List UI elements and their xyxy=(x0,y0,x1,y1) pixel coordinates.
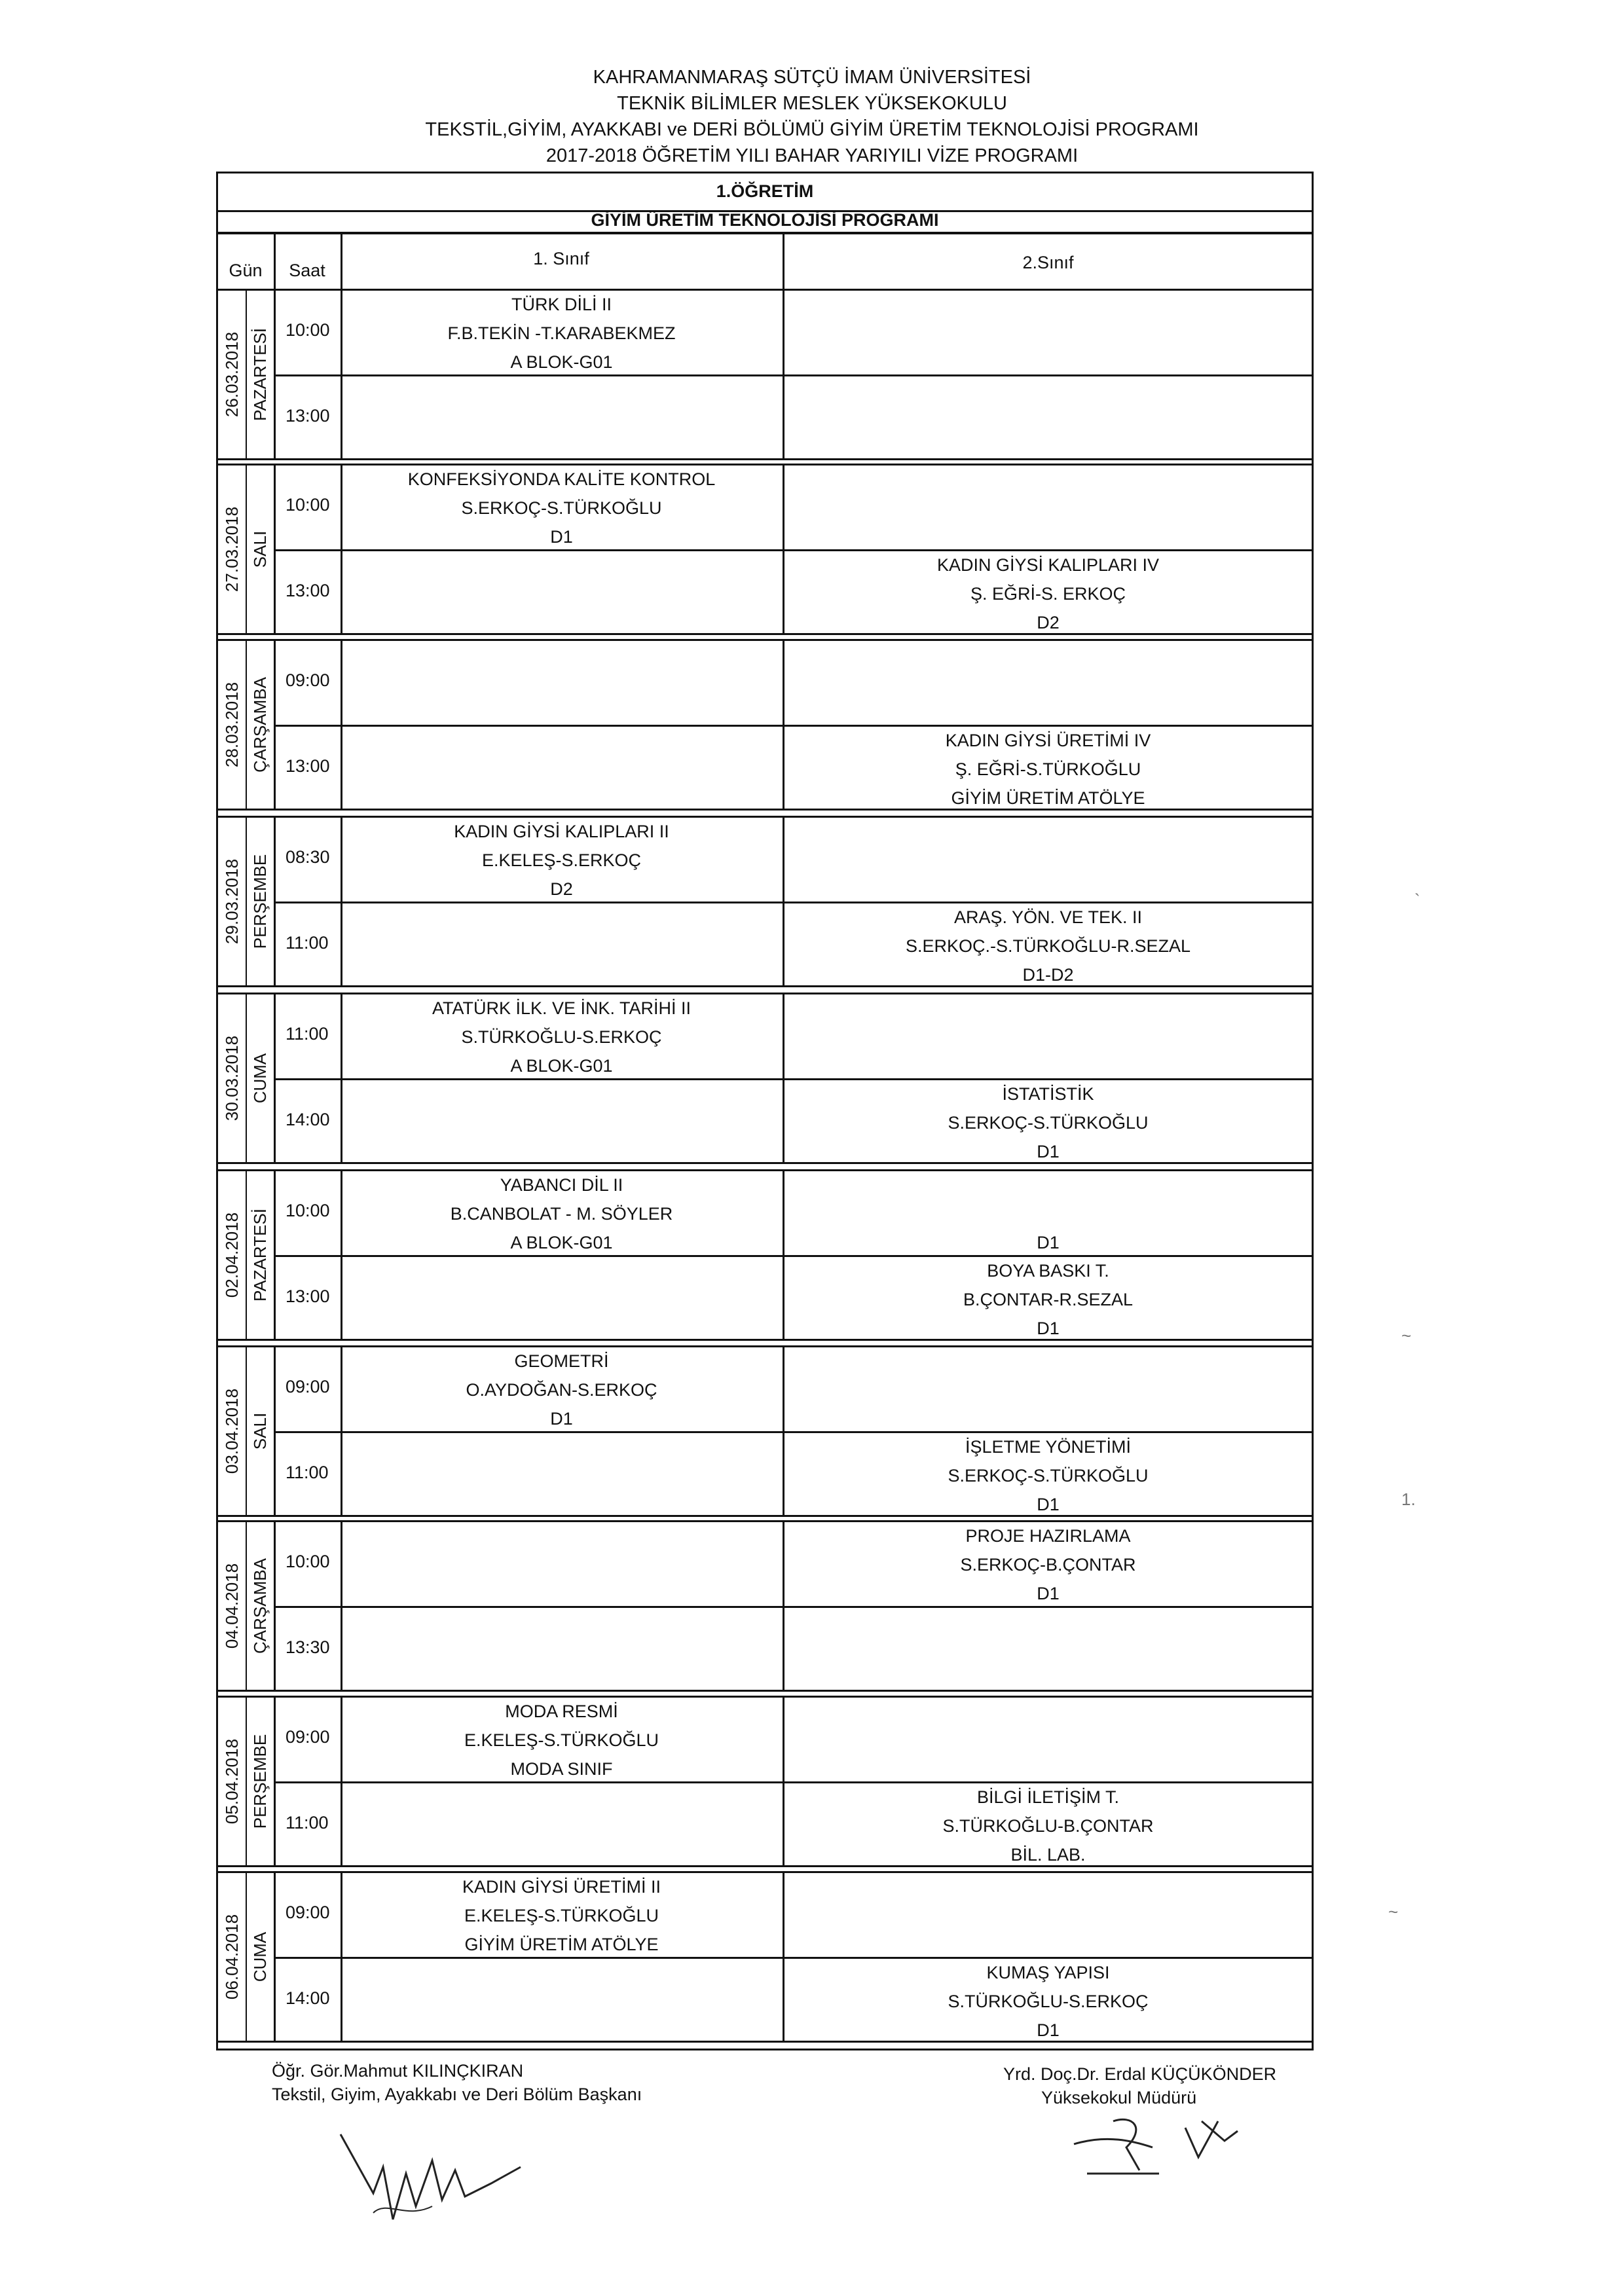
scan-mark: ` xyxy=(1414,890,1420,910)
slot-time: 14:00 xyxy=(286,1988,330,2008)
exam-room: D1 xyxy=(1037,1319,1060,1338)
course-name: İŞLETME YÖNETİMİ xyxy=(965,1437,1132,1457)
course-name: KADIN GİYSİ KALIPLARI IV xyxy=(936,555,1160,575)
slot-time: 11:00 xyxy=(286,1024,329,1044)
exam-day: PAZARTESİ xyxy=(250,327,270,422)
instructors: S.ERKOÇ-S.TÜRKOĞLU xyxy=(948,1113,1149,1133)
slot-time: 10:00 xyxy=(286,495,330,515)
slot-time: 13:00 xyxy=(286,756,330,776)
instructors: E.KELEŞ-S.TÜRKOĞLU xyxy=(464,1730,659,1750)
instructors: S.ERKOÇ-B.ÇONTAR xyxy=(960,1555,1136,1575)
course-name: BİLGİ İLETİŞİM T. xyxy=(976,1787,1120,1807)
exam-date: 06.04.2018 xyxy=(222,1914,242,2000)
exam-day: SALI xyxy=(250,530,270,568)
signatory-left-title: Tekstil, Giyim, Ayakkabı ve Deri Bölüm Başkanı xyxy=(272,2085,642,2104)
exam-day: PAZARTESİ xyxy=(250,1208,270,1302)
exam-room: D1 xyxy=(1037,1584,1060,1603)
slot-time: 09:00 xyxy=(286,1903,330,1922)
course-name: KADIN GİYSİ KALIPLARI II xyxy=(454,822,669,841)
signatory-right-name: Yrd. Doç.Dr. Erdal KÜÇÜKÖNDER xyxy=(1003,2064,1277,2084)
slot-time: 13:30 xyxy=(286,1637,330,1657)
course-name: PROJE HAZIRLAMA xyxy=(965,1526,1131,1546)
instructors: Ş. EĞRİ-S. ERKOÇ xyxy=(970,584,1126,604)
class-2-exam xyxy=(783,726,1314,812)
exam-room: D1 xyxy=(1037,1233,1060,1252)
slot-time: 13:00 xyxy=(286,581,330,600)
exam-day: SALI xyxy=(250,1412,270,1450)
exam-room: D2 xyxy=(1037,613,1060,632)
instructors: S.ERKOÇ-S.TÜRKOĞLU xyxy=(461,498,662,518)
class-2-exam xyxy=(783,1171,1314,1257)
class-1-exam xyxy=(341,465,783,551)
course-name: YABANCI DİL II xyxy=(500,1175,623,1195)
exam-room: GİYİM ÜRETİM ATÖLYE xyxy=(951,788,1145,808)
header-department: TEKSTİL,GİYİM, AYAKKABI ve DERİ BÖLÜMÜ GİYİM ÜRETİM TEKNOLOJİSİ PROGRAMI xyxy=(425,119,1199,140)
class-2-exam xyxy=(783,1256,1314,1343)
slot-time: 13:00 xyxy=(286,1286,330,1306)
course-name: BOYA BASKI T. xyxy=(987,1261,1109,1281)
exam-room: D2 xyxy=(550,879,573,899)
exam-day: CUMA xyxy=(250,1053,270,1104)
class-1-exam xyxy=(341,1697,783,1783)
slot-time: 09:00 xyxy=(286,1727,330,1747)
column-header-class-2: 2.Sınıf xyxy=(1022,253,1074,272)
instructors: S.ERKOÇ-S.TÜRKOĞLU xyxy=(948,1466,1149,1485)
scan-mark: ~ xyxy=(1388,1902,1399,1922)
exam-room: A BLOK-G01 xyxy=(510,1233,613,1252)
instructors: F.B.TEKİN -T.KARABEKMEZ xyxy=(447,323,676,343)
exam-day: ÇARŞAMBA xyxy=(250,677,270,773)
class-1-exam xyxy=(341,290,783,376)
class-2-exam xyxy=(783,1958,1314,2045)
exam-day: ÇARŞAMBA xyxy=(250,1558,270,1654)
exam-date: 05.04.2018 xyxy=(222,1738,242,1825)
signature-right xyxy=(1067,2095,1264,2180)
column-header-time: Saat xyxy=(289,261,325,280)
exam-date: 04.04.2018 xyxy=(222,1563,242,1649)
class-2-exam xyxy=(783,1783,1314,1869)
column-header-class-1: 1. Sınıf xyxy=(533,249,589,268)
date-day-divider xyxy=(246,1520,247,1692)
instructors: Ş. EĞRİ-S.TÜRKOĞLU xyxy=(955,759,1141,779)
exam-day: CUMA xyxy=(250,1931,270,1982)
course-name: MODA RESMİ xyxy=(505,1702,618,1721)
instructors: B.CANBOLAT - M. SÖYLER xyxy=(450,1204,673,1224)
instructors xyxy=(783,1199,1314,1228)
instructors: S.ERKOÇ.-S.TÜRKOĞLU-R.SEZAL xyxy=(905,936,1191,956)
scan-mark: 1. xyxy=(1401,1489,1416,1509)
date-day-divider xyxy=(246,464,247,635)
instructors: O.AYDOĞAN-S.ERKOÇ xyxy=(466,1380,657,1400)
exam-date: 02.04.2018 xyxy=(222,1212,242,1298)
scan-mark: ~ xyxy=(1401,1326,1412,1345)
slot-time: 10:00 xyxy=(286,1552,330,1571)
exam-date: 29.03.2018 xyxy=(222,858,242,945)
class-1-exam xyxy=(341,1171,783,1257)
slot-time: 09:00 xyxy=(286,670,330,690)
signatory-right-title: Yüksekokul Müdürü xyxy=(1041,2088,1197,2107)
exam-room: D1 xyxy=(1037,2020,1060,2040)
class-1-exam xyxy=(341,1872,783,1959)
signatory-left-name: Öğr. Gör.Mahmut KILINÇKIRAN xyxy=(272,2061,524,2081)
slot-time: 10:00 xyxy=(286,320,330,340)
date-day-divider xyxy=(246,1696,247,1867)
instructors: E.KELEŞ-S.ERKOÇ xyxy=(481,850,642,870)
course-name xyxy=(783,1171,1314,1199)
instructors: S.TÜRKOĞLU-B.ÇONTAR xyxy=(942,1816,1154,1836)
exam-date: 27.03.2018 xyxy=(222,506,242,592)
class-1-exam xyxy=(341,994,783,1080)
class-2-exam xyxy=(783,551,1314,637)
instructors: E.KELEŞ-S.TÜRKOĞLU xyxy=(464,1906,659,1925)
class-2-exam xyxy=(783,1522,1314,1608)
course-name: ARAŞ. YÖN. VE TEK. II xyxy=(953,907,1143,927)
exam-room: D1-D2 xyxy=(1022,965,1074,985)
course-name: ATATÜRK İLK. VE İNK. TARİHİ II xyxy=(432,998,692,1018)
course-name: KONFEKSİYONDA KALİTE KONTROL xyxy=(407,469,716,489)
slot-time: 14:00 xyxy=(286,1110,330,1129)
exam-day: PERŞEMBE xyxy=(250,854,270,949)
course-name: İSTATİSTİK xyxy=(1002,1084,1094,1104)
slot-time: 10:00 xyxy=(286,1201,330,1220)
slot-time: 08:30 xyxy=(286,847,330,867)
exam-room: D1 xyxy=(550,1409,573,1429)
slot-time: 11:00 xyxy=(286,1463,329,1482)
band-education-type: 1.ÖĞRETİM xyxy=(216,172,1314,212)
exam-date: 28.03.2018 xyxy=(222,682,242,768)
exam-room: GİYİM ÜRETİM ATÖLYE xyxy=(464,1935,659,1954)
class-2-exam xyxy=(783,903,1314,989)
exam-day: PERŞEMBE xyxy=(250,1734,270,1829)
class-1-exam xyxy=(341,817,783,903)
instructors: S.TÜRKOĞLU-S.ERKOÇ xyxy=(461,1027,662,1047)
date-day-divider xyxy=(246,1871,247,2043)
exam-room: D1 xyxy=(1037,1495,1060,1514)
date-day-divider xyxy=(246,993,247,1164)
instructors: B.ÇONTAR-R.SEZAL xyxy=(963,1290,1134,1309)
header-exam-program: 2017-2018 ÖĞRETİM YILI BAHAR YARIYILI VİZE PROGRAMI xyxy=(545,145,1079,166)
column-header-day: Gün xyxy=(229,261,263,280)
slot-time: 13:00 xyxy=(286,406,330,426)
date-day-divider xyxy=(246,639,247,811)
course-name: TÜRK DİLİ II xyxy=(511,295,612,314)
slot-time: 11:00 xyxy=(286,1813,329,1832)
course-name: KADIN GİYSİ ÜRETİMİ II xyxy=(462,1877,661,1897)
band-program-name: GİYİM ÜRETİM TEKNOLOJİSİ PROGRAMI xyxy=(216,207,1314,234)
exam-room: A BLOK-G01 xyxy=(510,352,613,372)
date-day-divider xyxy=(246,1345,247,1517)
class-2-exam xyxy=(783,1432,1314,1519)
slot-time: 09:00 xyxy=(286,1377,330,1396)
exam-room: BİL. LAB. xyxy=(1010,1845,1086,1865)
header-school: TEKNİK BİLİMLER MESLEK YÜKSEKOKULU xyxy=(617,93,1007,114)
slot-time: 11:00 xyxy=(286,933,329,953)
signature-left xyxy=(334,2121,530,2232)
exam-room: D1 xyxy=(550,527,573,547)
exam-room: D1 xyxy=(1037,1142,1060,1161)
exam-date: 03.04.2018 xyxy=(222,1388,242,1474)
header-university: KAHRAMANMARAŞ SÜTÇÜ İMAM ÜNİVERSİTESİ xyxy=(593,67,1031,88)
course-name: GEOMETRİ xyxy=(514,1351,609,1371)
exam-room: MODA SINIF xyxy=(510,1759,613,1779)
exam-room: A BLOK-G01 xyxy=(510,1056,613,1076)
exam-date: 30.03.2018 xyxy=(222,1035,242,1121)
course-name: KUMAŞ YAPISI xyxy=(986,1963,1110,1982)
date-day-divider xyxy=(246,1169,247,1341)
instructors: S.TÜRKOĞLU-S.ERKOÇ xyxy=(948,1992,1149,2011)
exam-date: 26.03.2018 xyxy=(222,331,242,418)
date-day-divider xyxy=(246,816,247,987)
class-1-exam xyxy=(341,1347,783,1433)
date-day-divider xyxy=(246,289,247,460)
class-2-exam xyxy=(783,1080,1314,1166)
course-name: KADIN GİYSİ ÜRETİMİ IV xyxy=(945,731,1151,750)
